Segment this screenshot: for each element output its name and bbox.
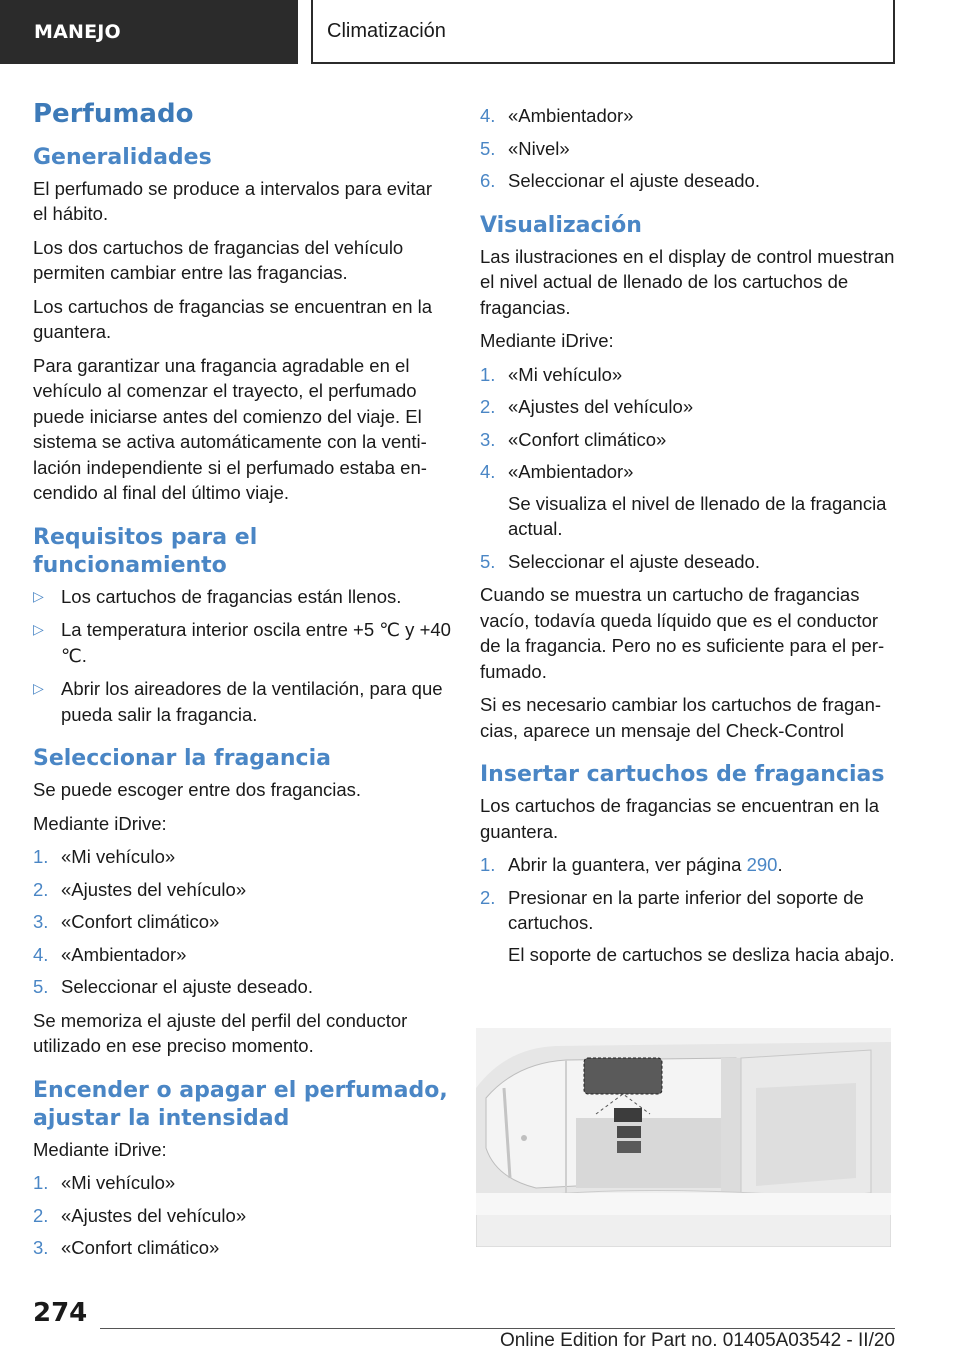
list-item: 2. «Ajustes del vehículo» xyxy=(480,396,694,417)
paragraph: Se puede escoger entre dos fragancias. xyxy=(33,779,362,800)
header-section-label: MANEJO xyxy=(34,21,121,43)
paragraph: Mediante iDrive: xyxy=(33,1138,167,1160)
triangle-bullet-icon: ▷ xyxy=(33,621,44,637)
header-chapter-label: Climatización xyxy=(327,19,446,42)
paragraph: Para garantizar una fragancia agradable en el vehículo al comenzar el trayecto, el perfumado puede iniciarse antes del comienzo del viaje. El sistema se activa automáticamente con la ventilación independiente si el perfumado estaba encendido al final del último viaje. xyxy=(33,354,427,503)
left-column xyxy=(33,100,451,1279)
paragraph: Mediante iDrive: xyxy=(480,330,614,351)
steps-list xyxy=(33,844,451,1000)
heading-seleccionar: Seleccionar la fragancia xyxy=(33,746,331,771)
list-item: 1. «Mi vehículo» xyxy=(480,363,623,385)
steps-list xyxy=(480,852,898,967)
list-item: 4. «Ambientador» Se visualiza el nivel de llenado de la fragancia actual. xyxy=(480,459,898,542)
glovebox-illustration xyxy=(476,1028,891,1247)
section-insertar xyxy=(480,761,898,967)
paragraph: Cuando se muestra un cartucho de fragancias vacío, todavía queda líquido que es el conductor de la fragancia. Pero no es suficiente para el perfumado. xyxy=(480,584,885,682)
list-item: 2. «Ajustes del vehículo» xyxy=(33,1204,247,1226)
list-item: 2. «Ajustes del vehículo» xyxy=(33,878,247,900)
section-generalidades xyxy=(33,144,451,506)
paragraph: Se memoriza el ajuste del perfil del conductor utilizado en ese preciso momento. xyxy=(33,1009,408,1056)
glovebox-drawing xyxy=(476,1028,891,1247)
heading-visualizacion: Visualización xyxy=(480,212,642,238)
steps-list xyxy=(480,362,898,575)
list-item: 3. «Confort climático» xyxy=(480,428,667,450)
paragraph: El perfumado se produce a intervalos para evitar el hábito. xyxy=(33,177,432,224)
list-item: ▷ Los cartuchos de fragancias están llenos. xyxy=(33,584,451,610)
paragraph: Los cartuchos de fragancias se encuentran en la guantera. xyxy=(480,795,880,842)
list-item: 5. Seleccionar el ajuste deseado. xyxy=(33,976,313,997)
triangle-bullet-icon: ▷ xyxy=(33,587,44,604)
page-link[interactable]: 290 xyxy=(746,854,778,875)
heading-insertar: Insertar cartuchos de fragancias xyxy=(480,762,885,787)
header-section-tab xyxy=(0,0,298,64)
section-requisitos xyxy=(33,524,451,728)
paragraph: Los cartuchos de fragancias se encuentran en la guantera. xyxy=(33,295,433,342)
heading-generalidades: Generalidades xyxy=(33,144,212,170)
step-subtext: El soporte de cartuchos se desliza hacia abajo. xyxy=(508,943,895,965)
list-item: 1. Abrir la guantera, ver página 290. xyxy=(480,854,783,875)
paragraph: Si es necesario cambiar los cartuchos de fragancias, aparece un mensaje del Check-Control xyxy=(480,694,882,741)
heading-encender: Encender o apagar el perfumado, ajustar la intensidad xyxy=(33,1077,448,1131)
section-encender xyxy=(33,1077,451,1261)
list-item: 3. «Confort climático» xyxy=(33,1237,220,1258)
section-seleccionar xyxy=(33,745,451,1059)
footer-edition: Online Edition for Part no. 01405A03542 - II/20 xyxy=(499,1330,895,1351)
paragraph: Las ilustraciones en el display de control muestran el nivel actual de llenado de los cartuchos de fragancias. xyxy=(480,245,895,318)
heading-requisitos: Requisitos para el funcionamiento xyxy=(33,524,258,578)
right-column xyxy=(480,103,898,985)
header-chapter-box xyxy=(311,0,895,64)
list-item: 1. «Mi vehículo» xyxy=(33,1172,176,1193)
list-item: 2. Presionar en la parte inferior del soporte de cartuchos. El soporte de cartuchos se desliza hacia abajo. xyxy=(480,885,898,968)
list-item: ▷ Abrir los aireadores de la ventilación, para que pueda salir la fragancia. xyxy=(33,678,443,725)
list-item: 6. Seleccionar el ajuste deseado. xyxy=(480,170,760,191)
list-item: 5. Seleccionar el ajuste deseado. xyxy=(480,550,760,572)
list-item: 3. «Confort climático» xyxy=(33,911,220,932)
steps-list-continued xyxy=(480,103,898,194)
list-item: ▷ La temperatura interior oscila entre +5 ℃ y +40 ℃. xyxy=(33,619,451,666)
steps-list xyxy=(33,1170,451,1261)
list-item: 5. «Nivel» xyxy=(480,137,570,159)
page-title: Perfumado xyxy=(33,99,194,129)
paragraph: Los dos cartuchos de fragancias del vehículo permiten cambiar entre las fragancias. xyxy=(33,236,404,283)
requirements-list xyxy=(33,584,451,728)
paragraph: Mediante iDrive: xyxy=(33,812,167,834)
triangle-bullet-icon: ▷ xyxy=(33,680,44,696)
list-item: 4. «Ambientador» xyxy=(33,943,187,965)
page-number: 274 xyxy=(33,1298,88,1328)
list-item: 4. «Ambientador» xyxy=(480,105,634,126)
step-subtext: Se visualiza el nivel de llenado de la fragancia actual. xyxy=(508,492,887,539)
list-item: 1. «Mi vehículo» xyxy=(33,846,176,867)
footer-divider xyxy=(100,1328,895,1329)
section-visualizacion xyxy=(480,212,898,744)
